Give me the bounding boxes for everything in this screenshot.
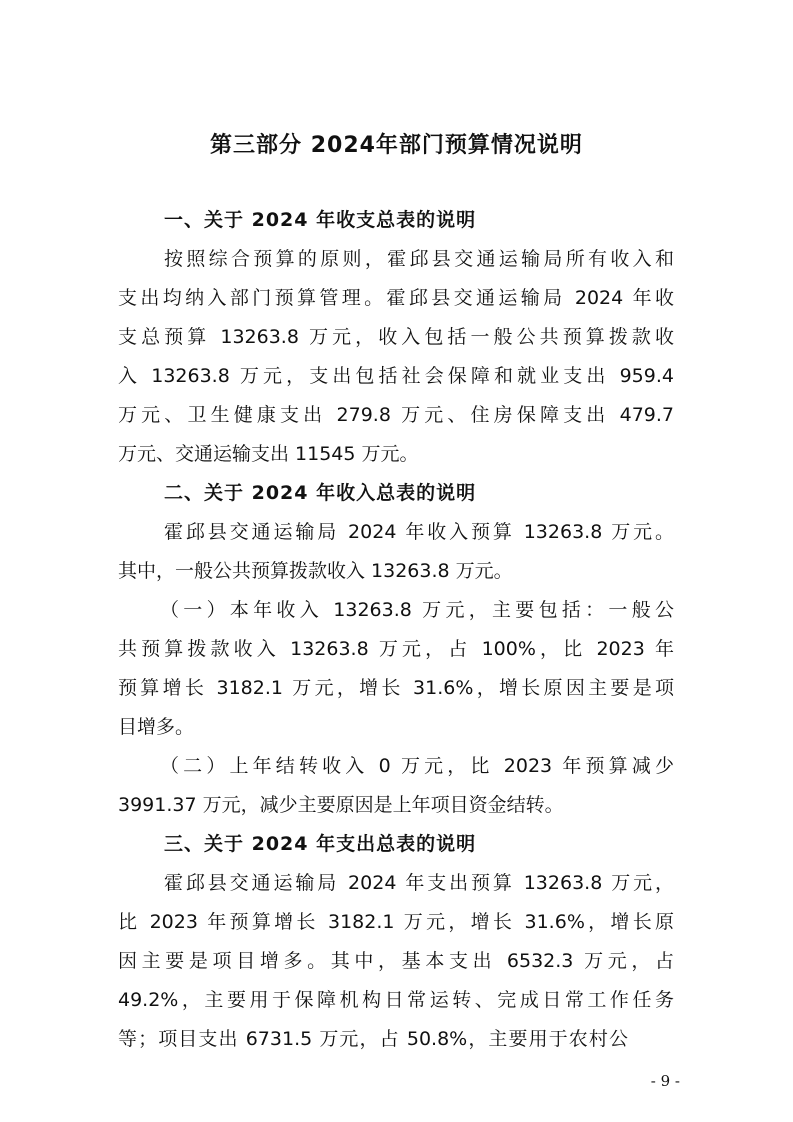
paragraph-line: 按照综合预算的原则，霍邱县交通运输局所有收入和 (164, 248, 674, 270)
paragraph-line: 3991.37 万元，减少主要原因是上年项目资金结转。 (118, 794, 564, 816)
section-heading-expenditure: 三、关于 2024 年支出总表的说明 (164, 833, 477, 855)
paragraph-line: （二）上年结转收入 0 万元，比 2023 年预算减少 (160, 755, 674, 777)
paragraph-line: 霍邱县交通运输局 2024 年支出预算 13263.8 万元， (164, 872, 674, 894)
paragraph-line: 霍邱县交通运输局 2024 年收入预算 13263.8 万元。 (164, 521, 674, 543)
paragraph-line: 因主要是项目增多。其中，基本支出 6532.3 万元，占 (118, 950, 674, 972)
page-title: 第三部分 2024年部门预算情况说明 (210, 133, 583, 158)
paragraph-line: （一）本年收入 13263.8 万元，主要包括：一般公 (160, 599, 674, 621)
paragraph-line: 支总预算 13263.8 万元，收入包括一般公共预算拨款收 (118, 326, 674, 348)
paragraph-line: 万元、交通运输支出 11545 万元。 (118, 443, 419, 465)
section-heading-income: 二、关于 2024 年收入总表的说明 (164, 482, 477, 504)
paragraph-line: 比 2023 年预算增长 3182.1 万元，增长 31.6%，增长原 (118, 911, 674, 933)
paragraph-line: 预算增长 3182.1 万元，增长 31.6%，增长原因主要是项 (118, 677, 674, 699)
paragraph-line: 入 13263.8 万元，支出包括社会保障和就业支出 959.4 (118, 365, 674, 387)
paragraph-line: 等；项目支出 6731.5 万元，占 50.8%，主要用于农村公 (118, 1028, 628, 1050)
paragraph-line: 支出均纳入部门预算管理。霍邱县交通运输局 2024 年收 (118, 287, 674, 309)
paragraph-line: 共预算拨款收入 13263.8 万元，占 100%，比 2023 年 (118, 638, 674, 660)
paragraph-line: 49.2%，主要用于保障机构日常运转、完成日常工作任务 (118, 989, 674, 1011)
paragraph-line: 其中，一般公共预算拨款收入 13263.8 万元。 (118, 560, 513, 582)
page-number: - 9 - (650, 1072, 680, 1090)
section-heading-income-expenditure: 一、关于 2024 年收支总表的说明 (164, 209, 477, 231)
paragraph-line: 目增多。 (118, 716, 195, 738)
paragraph-line: 万元、卫生健康支出 279.8 万元、住房保障支出 479.7 (118, 404, 674, 426)
